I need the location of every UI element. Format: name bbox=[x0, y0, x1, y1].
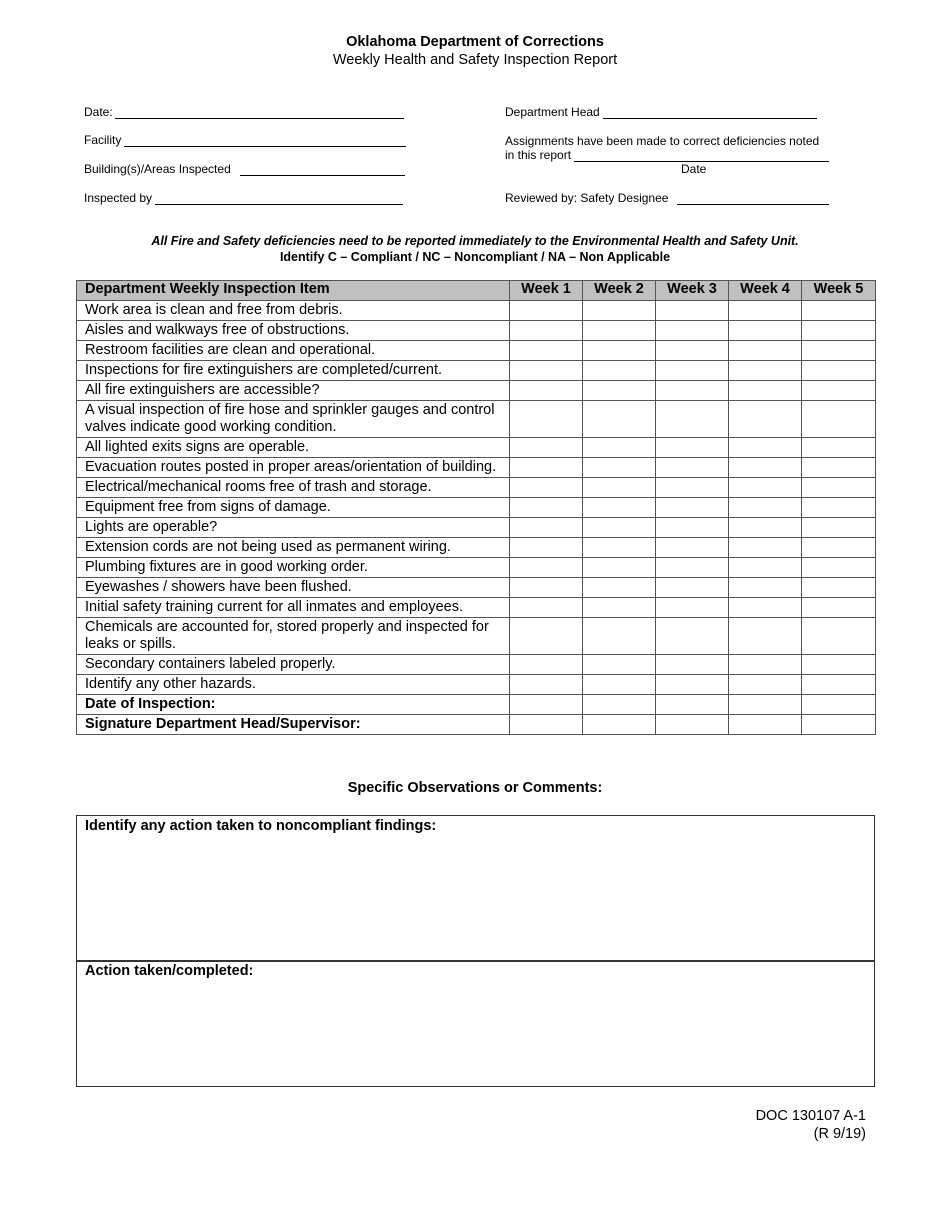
header-week-5: Week 5 bbox=[802, 281, 876, 301]
week-1-cell[interactable] bbox=[510, 675, 583, 695]
department-head-field[interactable] bbox=[603, 118, 817, 119]
week-3-cell[interactable] bbox=[656, 498, 729, 518]
week-5-cell[interactable] bbox=[802, 518, 876, 538]
inspected-by-field[interactable] bbox=[155, 204, 403, 205]
week-5-cell[interactable] bbox=[802, 695, 876, 715]
week-2-cell[interactable] bbox=[583, 655, 656, 675]
week-2-cell[interactable] bbox=[583, 401, 656, 438]
header-week-1: Week 1 bbox=[510, 281, 583, 301]
week-5-cell[interactable] bbox=[802, 438, 876, 458]
week-5-cell[interactable] bbox=[802, 341, 876, 361]
week-4-cell[interactable] bbox=[729, 498, 802, 518]
item-label: Restroom facilities are clean and operational. bbox=[77, 341, 510, 361]
week-1-cell[interactable] bbox=[510, 558, 583, 578]
item-label: Electrical/mechanical rooms free of trash and storage. bbox=[77, 478, 510, 498]
item-label: Date of Inspection: bbox=[77, 695, 510, 715]
week-4-cell[interactable] bbox=[729, 321, 802, 341]
week-1-cell[interactable] bbox=[510, 598, 583, 618]
date-of-inspection-row bbox=[77, 695, 876, 715]
week-4-cell[interactable] bbox=[729, 401, 802, 438]
table-row bbox=[77, 655, 876, 675]
week-2-cell[interactable] bbox=[583, 458, 656, 478]
noncompliant-actions-label: Identify any action taken to noncompliant findings: bbox=[85, 818, 437, 834]
table-row bbox=[77, 381, 876, 401]
week-2-cell[interactable] bbox=[583, 695, 656, 715]
week-3-cell[interactable] bbox=[656, 578, 729, 598]
week-1-cell[interactable] bbox=[510, 538, 583, 558]
week-3-cell[interactable] bbox=[656, 518, 729, 538]
buildings-label: Building(s)/Areas Inspected bbox=[84, 162, 231, 176]
week-3-cell[interactable] bbox=[656, 695, 729, 715]
week-4-cell[interactable] bbox=[729, 695, 802, 715]
week-3-cell[interactable] bbox=[656, 458, 729, 478]
table-row bbox=[77, 438, 876, 458]
report-title: Weekly Health and Safety Inspection Report bbox=[332, 52, 618, 68]
week-3-cell[interactable] bbox=[656, 478, 729, 498]
facility-field[interactable] bbox=[124, 146, 406, 147]
week-4-cell[interactable] bbox=[729, 715, 802, 735]
week-2-cell[interactable] bbox=[583, 578, 656, 598]
week-4-cell[interactable] bbox=[729, 558, 802, 578]
week-1-cell[interactable] bbox=[510, 301, 583, 321]
week-3-cell[interactable] bbox=[656, 341, 729, 361]
week-5-cell[interactable] bbox=[802, 458, 876, 478]
week-4-cell[interactable] bbox=[729, 655, 802, 675]
date-label: Date: bbox=[84, 105, 113, 119]
table-row bbox=[77, 498, 876, 518]
week-2-cell[interactable] bbox=[583, 321, 656, 341]
week-3-cell[interactable] bbox=[656, 401, 729, 438]
week-1-cell[interactable] bbox=[510, 655, 583, 675]
week-2-cell[interactable] bbox=[583, 675, 656, 695]
week-5-cell[interactable] bbox=[802, 538, 876, 558]
week-5-cell[interactable] bbox=[802, 381, 876, 401]
table-row bbox=[77, 598, 876, 618]
week-1-cell[interactable] bbox=[510, 341, 583, 361]
table-body bbox=[77, 301, 876, 735]
week-3-cell[interactable] bbox=[656, 438, 729, 458]
week-5-cell[interactable] bbox=[802, 715, 876, 735]
week-2-cell[interactable] bbox=[583, 538, 656, 558]
week-1-cell[interactable] bbox=[510, 518, 583, 538]
week-4-cell[interactable] bbox=[729, 341, 802, 361]
reviewed-by-field[interactable] bbox=[677, 204, 829, 205]
doc-number: DOC 130107 A-1 bbox=[755, 1108, 866, 1124]
table-row bbox=[77, 578, 876, 598]
week-2-cell[interactable] bbox=[583, 618, 656, 655]
week-1-cell[interactable] bbox=[510, 381, 583, 401]
table-row bbox=[77, 301, 876, 321]
header-item: Department Weekly Inspection Item bbox=[77, 281, 510, 301]
item-label: Work area is clean and free from debris. bbox=[77, 301, 510, 321]
week-5-cell[interactable] bbox=[802, 618, 876, 655]
noncompliant-actions-box[interactable] bbox=[76, 815, 875, 962]
week-1-cell[interactable] bbox=[510, 498, 583, 518]
table-row bbox=[77, 478, 876, 498]
table-row bbox=[77, 458, 876, 478]
week-4-cell[interactable] bbox=[729, 458, 802, 478]
table-row bbox=[77, 518, 876, 538]
week-4-cell[interactable] bbox=[729, 578, 802, 598]
item-label: A visual inspection of fire hose and sprinkler gauges and control valves indicate good working condition. bbox=[77, 401, 510, 438]
week-3-cell[interactable] bbox=[656, 538, 729, 558]
week-1-cell[interactable] bbox=[510, 321, 583, 341]
table-row bbox=[77, 538, 876, 558]
observations-heading: Specific Observations or Comments: bbox=[347, 780, 603, 796]
assignments-label-line2: in this report bbox=[505, 148, 572, 162]
week-2-cell[interactable] bbox=[583, 361, 656, 381]
item-label: Extension cords are not being used as permanent wiring. bbox=[77, 538, 510, 558]
week-3-cell[interactable] bbox=[656, 618, 729, 655]
item-label: Signature Department Head/Supervisor: bbox=[77, 715, 510, 735]
week-4-cell[interactable] bbox=[729, 518, 802, 538]
header-week-4: Week 4 bbox=[729, 281, 802, 301]
week-4-cell[interactable] bbox=[729, 381, 802, 401]
table-row bbox=[77, 401, 876, 438]
signature-row bbox=[77, 715, 876, 735]
item-label: Plumbing fixtures are in good working order. bbox=[77, 558, 510, 578]
reviewed-by-label: Reviewed by: Safety Designee bbox=[505, 191, 669, 205]
revision: (R 9/19) bbox=[813, 1126, 866, 1142]
week-5-cell[interactable] bbox=[802, 675, 876, 695]
item-label: Aisles and walkways free of obstructions. bbox=[77, 321, 510, 341]
week-1-cell[interactable] bbox=[510, 438, 583, 458]
item-label: Eyewashes / showers have been flushed. bbox=[77, 578, 510, 598]
week-2-cell[interactable] bbox=[583, 438, 656, 458]
week-4-cell[interactable] bbox=[729, 361, 802, 381]
week-1-cell[interactable] bbox=[510, 401, 583, 438]
item-label: Identify any other hazards. bbox=[77, 675, 510, 695]
week-1-cell[interactable] bbox=[510, 695, 583, 715]
week-3-cell[interactable] bbox=[656, 715, 729, 735]
week-5-cell[interactable] bbox=[802, 401, 876, 438]
week-2-cell[interactable] bbox=[583, 478, 656, 498]
week-1-cell[interactable] bbox=[510, 715, 583, 735]
week-2-cell[interactable] bbox=[583, 301, 656, 321]
notice-line-1: All Fire and Safety deficiencies need to be reported immediately to the Environmental Health and Safety Unit. bbox=[151, 234, 799, 248]
week-3-cell[interactable] bbox=[656, 321, 729, 341]
week-1-cell[interactable] bbox=[510, 478, 583, 498]
week-2-cell[interactable] bbox=[583, 498, 656, 518]
table-row bbox=[77, 558, 876, 578]
table-header-row bbox=[77, 281, 876, 301]
week-4-cell[interactable] bbox=[729, 618, 802, 655]
header-week-2: Week 2 bbox=[583, 281, 656, 301]
week-3-cell[interactable] bbox=[656, 655, 729, 675]
week-1-cell[interactable] bbox=[510, 458, 583, 478]
week-3-cell[interactable] bbox=[656, 598, 729, 618]
item-label: Initial safety training current for all inmates and employees. bbox=[77, 598, 510, 618]
agency-title: Oklahoma Department of Corrections bbox=[346, 34, 604, 50]
week-3-cell[interactable] bbox=[656, 381, 729, 401]
week-5-cell[interactable] bbox=[802, 321, 876, 341]
week-4-cell[interactable] bbox=[729, 301, 802, 321]
department-head-label: Department Head bbox=[505, 105, 600, 119]
table-row bbox=[77, 341, 876, 361]
facility-label: Facility bbox=[84, 133, 122, 147]
item-label: All lighted exits signs are operable. bbox=[77, 438, 510, 458]
week-4-cell[interactable] bbox=[729, 675, 802, 695]
week-1-cell[interactable] bbox=[510, 618, 583, 655]
assignments-label-line1: Assignments have been made to correct deficiencies noted bbox=[505, 134, 820, 148]
table-row bbox=[77, 321, 876, 341]
buildings-field[interactable] bbox=[240, 175, 405, 176]
week-4-cell[interactable] bbox=[729, 478, 802, 498]
week-5-cell[interactable] bbox=[802, 655, 876, 675]
date-field[interactable] bbox=[115, 118, 404, 119]
table-row bbox=[77, 675, 876, 695]
week-3-cell[interactable] bbox=[656, 361, 729, 381]
week-2-cell[interactable] bbox=[583, 341, 656, 361]
week-1-cell[interactable] bbox=[510, 361, 583, 381]
action-completed-label: Action taken/completed: bbox=[85, 963, 254, 979]
week-3-cell[interactable] bbox=[656, 675, 729, 695]
notice-line-2: Identify C – Compliant / NC – Noncompliant / NA – Non Applicable bbox=[279, 250, 671, 264]
week-2-cell[interactable] bbox=[583, 518, 656, 538]
week-3-cell[interactable] bbox=[656, 301, 729, 321]
week-5-cell[interactable] bbox=[802, 558, 876, 578]
item-label: Chemicals are accounted for, stored properly and inspected for leaks or spills. bbox=[77, 618, 510, 655]
week-2-cell[interactable] bbox=[583, 558, 656, 578]
action-completed-box[interactable] bbox=[76, 960, 875, 1087]
header-week-3: Week 3 bbox=[656, 281, 729, 301]
week-5-cell[interactable] bbox=[802, 578, 876, 598]
week-5-cell[interactable] bbox=[802, 361, 876, 381]
week-3-cell[interactable] bbox=[656, 558, 729, 578]
inspection-table bbox=[76, 280, 876, 735]
week-5-cell[interactable] bbox=[802, 598, 876, 618]
week-5-cell[interactable] bbox=[802, 498, 876, 518]
table-row bbox=[77, 361, 876, 381]
week-2-cell[interactable] bbox=[583, 381, 656, 401]
week-4-cell[interactable] bbox=[729, 598, 802, 618]
week-4-cell[interactable] bbox=[729, 438, 802, 458]
item-label: Lights are operable? bbox=[77, 518, 510, 538]
week-5-cell[interactable] bbox=[802, 301, 876, 321]
week-4-cell[interactable] bbox=[729, 538, 802, 558]
week-2-cell[interactable] bbox=[583, 598, 656, 618]
week-2-cell[interactable] bbox=[583, 715, 656, 735]
assignments-date-caption: Date bbox=[681, 162, 707, 176]
week-5-cell[interactable] bbox=[802, 478, 876, 498]
item-label: Evacuation routes posted in proper areas/orientation of building. bbox=[77, 458, 510, 478]
inspected-by-label: Inspected by bbox=[84, 191, 153, 205]
week-1-cell[interactable] bbox=[510, 578, 583, 598]
item-label: All fire extinguishers are accessible? bbox=[77, 381, 510, 401]
item-label: Inspections for fire extinguishers are completed/current. bbox=[77, 361, 510, 381]
table-row bbox=[77, 618, 876, 655]
item-label: Secondary containers labeled properly. bbox=[77, 655, 510, 675]
item-label: Equipment free from signs of damage. bbox=[77, 498, 510, 518]
